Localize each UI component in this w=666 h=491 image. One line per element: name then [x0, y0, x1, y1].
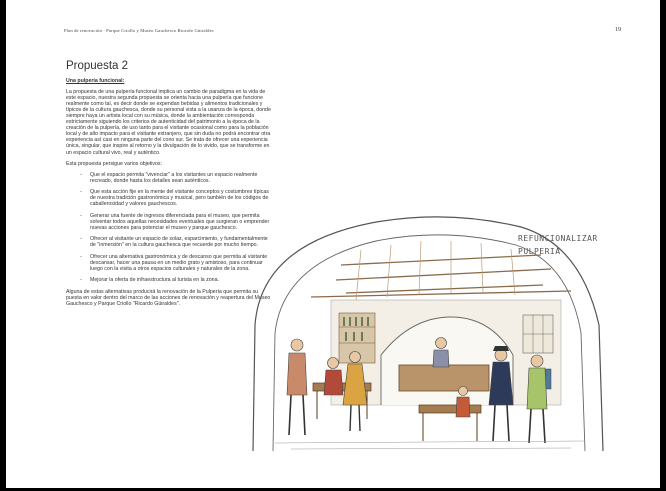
bullet-marker: -: [80, 189, 82, 196]
sketch-handwritten-caption: REFUNCIONALIZAR PULPERIA: [518, 234, 598, 256]
table-right: [419, 405, 481, 413]
bullet-marker: -: [80, 212, 82, 219]
objective-text: Ofrecer al visitante un espacio de solaz, esparcimiento, y fundamentalmente de "inmersión" en la cultura gauchesca que recuerde por mucho tiempo.: [90, 236, 268, 249]
header-title: Plan de renovación · Parque Criollo y Museo Gauchesco Ricardo Güiraldes: [64, 28, 214, 33]
document-page: [6, 0, 660, 488]
bullet-marker: -: [80, 171, 82, 178]
running-header: [6, 24, 660, 40]
objective-item: [80, 171, 274, 184]
objective-item: [80, 277, 274, 284]
objective-text: Generar una fuente de ingresos diferenciada para el museo, que permita solventar todos aquellas necesidades eventuales que surgieran o emprender nuevas acciones para potenciar el museo y parque gauchesco.: [90, 212, 270, 231]
section-title: Propuesta 2: [66, 60, 129, 72]
bullet-marker: -: [80, 277, 82, 284]
objective-text: Que el espacio permita "vivenciar" a los visitantes un espacio realmente recreado, donde hasta los detalles sean auténticos.: [90, 171, 258, 184]
objective-text: Ofrecer una alternativa gastronómica y de descanso que permita al visitante descansar, hacer una pausa en un medio grato y amistoso, para continuar luego con la visita a otros espacios culturales y naturales de la zona.: [90, 253, 268, 272]
intro-paragraph: La propuesta de una pulpería funcional implica un cambio de paradigma en la vida de este espacio, nuestra segunda propuesta se orienta hacia una pulpería que funcione realmente como tal, es decir donde se expendan bebidas y alimentos tradicionales y típicos de la cultura gauchesca, donde su personal vista a la usanza de la época, donde siempre haya un artista local con su música, donde la ambientación corresponda estrictamente siguiendo los criterios de autenticidad del patrimonio a la época de la creación de la pulpería, de uso tanto para el visitante ocasional como para la población local y de alto impacto para el visitante extranjero, que sin duda no podrá encontrar otra experiencia así casi en ninguna parte del cono sur. Se trata de ofrecer una experiencia única, singular, que inspire al retorno y la divulgación de lo vivido, que se transforme en un espacio cultural vivo, real y auténtico.: [66, 89, 271, 156]
objectives-intro: Esta propuesta persigue varios objetivos:: [66, 160, 163, 167]
counter: [399, 365, 489, 391]
section-subtitle: Una pulpería funcional:: [66, 78, 125, 84]
objective-item: [80, 212, 274, 231]
body-text-column: [66, 78, 274, 307]
objective-item: [80, 189, 274, 208]
objective-item: [80, 236, 274, 249]
bullet-marker: -: [80, 253, 82, 260]
figure-bartender: [433, 338, 449, 368]
floor-lines: [275, 441, 585, 449]
objective-item: [80, 253, 274, 272]
page-number: 19: [615, 27, 621, 33]
bullet-marker: -: [80, 236, 82, 243]
objectives-list: [80, 171, 274, 284]
closing-paragraph: Alguna de estas alternativas producirá la renovación de la Pulpería que permita su puesta en valor dentro del marco de las acciones de renovación y reapertura del Museo Gauchesco y Parque Criollo "Ricardo Güiraldes".: [66, 288, 271, 307]
figure-guitarist: [287, 339, 307, 435]
objective-text: Que esta acción fije en la mente del visitante conceptos y costumbres típicas de nuestra tradición gastronómica y musical, pero también de los códigos de caballerosidad y valores gauchescos.: [90, 189, 269, 208]
objective-text: Mejorar la oferta de infraestructura al turista en la zona.: [90, 277, 219, 284]
ceiling-beams: [311, 255, 571, 297]
